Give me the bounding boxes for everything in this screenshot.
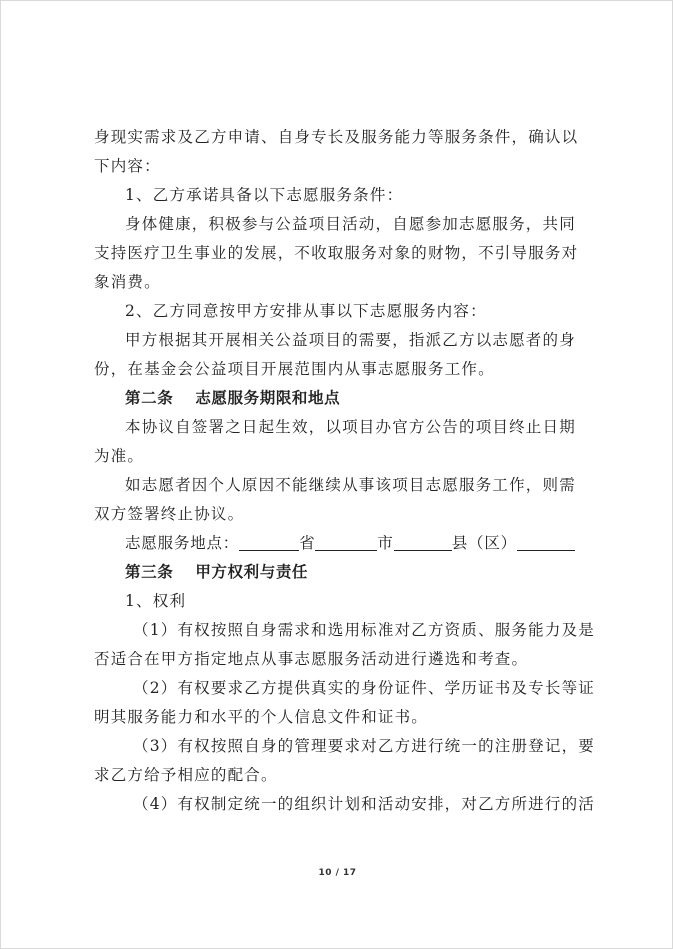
article-title: 志愿服务期限和地点 — [195, 388, 341, 407]
paragraph-line: 甲方根据其开展相关公益项目的需要，指派乙方以志愿者的身 — [125, 331, 576, 349]
paragraph-line: 本协议自签署之日起生效，以项目办官方公告的项目终止日期 — [125, 418, 576, 436]
province-label: 省 — [299, 534, 316, 552]
paragraph-line: 如志愿者因个人原因不能继续从事该项目志愿服务工作，则需 — [125, 476, 576, 494]
city-label: 市 — [377, 534, 394, 552]
paragraph-line: 1、乙方承诺具备以下志愿服务条件： — [125, 186, 404, 204]
article-heading — [125, 562, 595, 582]
paragraph-line: 双方签署终止协议。 — [94, 505, 245, 523]
article-heading — [125, 388, 595, 408]
paragraph-line: 1、权利 — [125, 592, 187, 610]
article-number: 第二条 — [125, 388, 174, 407]
paragraph-line: 身现实需求及乙方申请、自身专长及服务能力等服务条件，确认以 — [94, 128, 579, 146]
paragraph-line: 支持医疗卫生事业的发展，不收取服务对象的财物，不引导服务对 — [94, 244, 579, 262]
detail-blank[interactable] — [517, 534, 575, 551]
paragraph-line: 下内容： — [94, 157, 161, 175]
page-number: 10 / 17 — [318, 868, 357, 878]
paragraph-line: 明其服务能力和水平的个人信息文件和证书。 — [94, 708, 429, 726]
paragraph-line: 象消费。 — [94, 273, 161, 291]
city-blank[interactable] — [315, 534, 377, 551]
paragraph-line: 身体健康，积极参与公益项目活动，自愿参加志愿服务，共同 — [125, 215, 576, 233]
paragraph-line: （3）有权按照自身的管理要求对乙方进行统一的注册登记，要 — [133, 737, 595, 755]
paragraph-line: 求乙方给予相应的配合。 — [94, 766, 278, 784]
paragraph-line: （4）有权制定统一的组织计划和活动安排，对乙方所进行的活 — [133, 795, 595, 813]
location-label: 志愿服务地点： — [125, 534, 240, 552]
paragraph-line: 2、乙方同意按甲方安排从事以下志愿服务内容： — [125, 302, 487, 320]
paragraph-line: 份，在基金会公益项目开展范围内从事志愿服务工作。 — [94, 360, 495, 378]
paragraph-line: （2）有权要求乙方提供真实的身份证件、学历证书及专长等证 — [133, 679, 595, 697]
province-blank[interactable] — [239, 534, 299, 551]
paragraph-line: 否适合在甲方指定地点从事志愿服务活动进行遴选和考查。 — [94, 650, 529, 668]
article-title: 甲方权利与责任 — [195, 562, 309, 581]
location-line — [125, 533, 595, 553]
county-label: 县（区） — [451, 534, 517, 552]
county-blank[interactable] — [394, 534, 452, 551]
paragraph-line: （1）有权按照自身需求和选用标准对乙方资质、服务能力及是 — [133, 621, 595, 639]
paragraph-line: 为准。 — [94, 447, 145, 465]
article-number: 第三条 — [125, 562, 174, 581]
